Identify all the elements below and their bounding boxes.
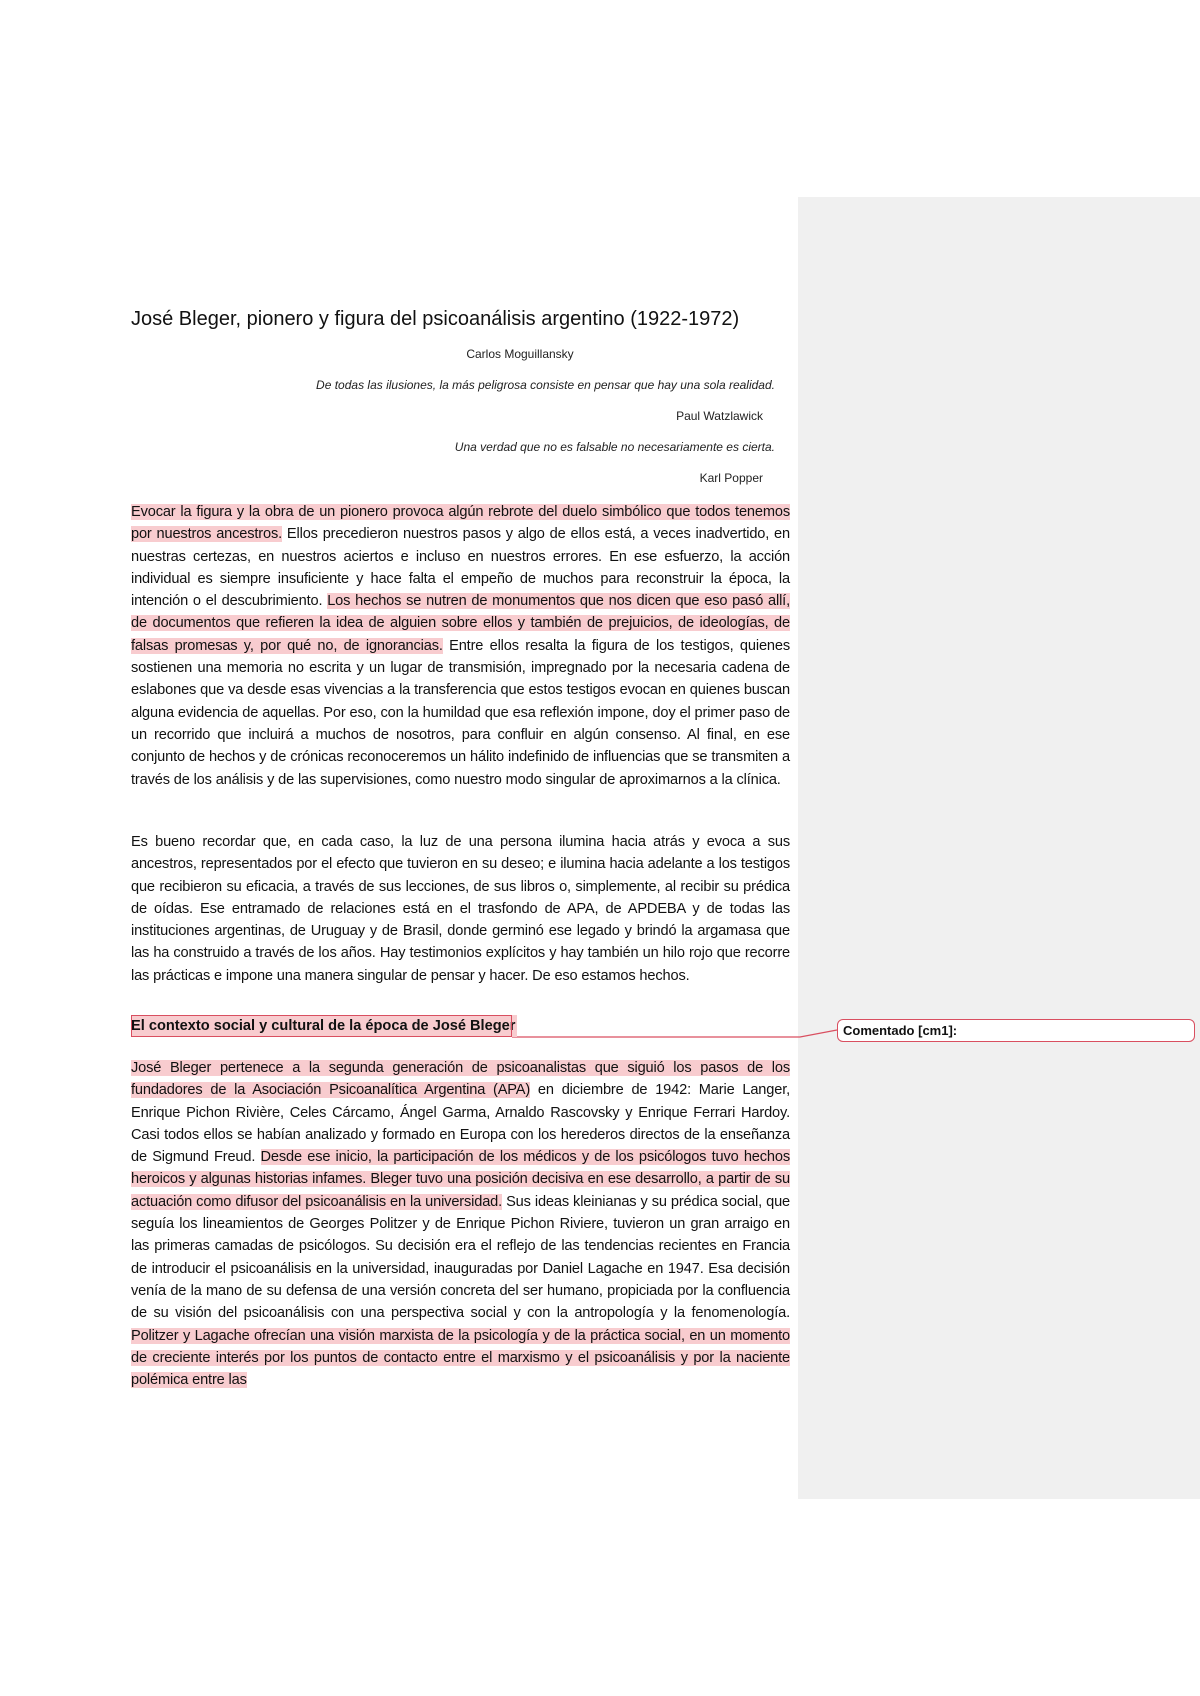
- comment-pane: [798, 197, 1200, 1499]
- tracked-change-highlight[interactable]: Evocar la figura y la obra de un pionero provoca algún rebrote del duelo simbólico que todos tenemos por nuestros ancestros.: [131, 504, 790, 543]
- paragraph-text: Entre ellos resalta la figura de los testigos, quienes sostienen una memoria no escrita y un lugar de transmisión, impregnado por la necesaria cadena de eslabones que va desde esas vivencias a la transferencia que estos testigos evocan en quienes buscan alguna evidencia de aquellas. Por eso, con la humildad que esa reflexión impone, doy el primer paso de un recorrido que incluirá a muchos de nosotros, para confluir en algún consenso. Al final, en ese conjunto de hechos y de crónicas reconoceremos un hálito indefinido de influencias que se transmiten a través de los análisis y de las supervisiones, como nuestro modo singular de aproximarnos a la clínica.: [131, 637, 790, 788]
- epigraph-author-1: Paul Watzlawick: [676, 409, 763, 423]
- comment-balloon[interactable]: [837, 1019, 1195, 1042]
- tracked-change-highlight[interactable]: Desde ese inicio, la participación de los médicos y de los psicólogos tuvo hechos heroicos y algunas historias infames. Bleger tuvo una posición decisiva en ese desarrollo, a partir de su actuación como difusor del psicoanálisis en la universidad.: [131, 1149, 790, 1210]
- comment-label: Comentado [cm1]:: [843, 1023, 958, 1038]
- document-title: José Bleger, pionero y figura del psicoanálisis argentino (1922-1972): [131, 308, 740, 330]
- tracked-change-highlight[interactable]: Politzer y Lagache ofrecían una visión marxista de la psicología y de la práctica social, en un momento de creciente interés por los puntos de contacto entre el marxismo y el psicoanálisis y por la naciente polémica entre las: [131, 1327, 790, 1389]
- paragraph-3: [131, 1057, 790, 1391]
- paragraph-1: [131, 501, 790, 791]
- epigraph-quote-1: De todas las ilusiones, la más peligrosa consiste en pensar que hay una sola realidad.: [316, 378, 775, 392]
- paragraph-text: Ellos precedieron nuestros pasos y algo de ellos está, a veces inadvertido, en nuestras certezas, en nuestros aciertos e incluso en nuestros errores. En ese esfuerzo, la acción individual es siempre insuficiente y hace falta el empeño de muchos para reconstruir la época, la intención o el descubrimiento.: [131, 526, 790, 610]
- paragraph-2: Es bueno recordar que, en cada caso, la luz de una persona ilumina hacia atrás y evoca a sus ancestros, representados por el efecto que tuvieron en su deseo; e ilumina hacia adelante a los testigos que recibieron su eficacia, a través de sus lecciones, de sus libros o, simplemente, al recibir su prédica de oídas. Ese entramado de relaciones está en el trasfondo de APA, de APDEBA y de todas las instituciones argentinas, de Uruguay y de Brasil, donde germinó ese legado y brindó la argamasa que las ha construido a través de los años. Hay testimonios explícitos y hay también un hilo rojo que recorre las prácticas e impone una manera singular de pensar y hacer. De eso estamos hechos.: [131, 834, 790, 984]
- epigraph-quote-2: Una verdad que no es falsable no necesariamente es cierta.: [454, 440, 775, 454]
- tracked-change-highlight[interactable]: José Bleger pertenece a la segunda generación de psicoanalistas que siguió los pasos de los fundadores de la Asociación Psicoanalítica Argentina (APA): [131, 1060, 790, 1099]
- tracked-change-highlight[interactable]: Los hechos se nutren de monumentos que nos dicen que eso pasó allí, de documentos que refieren la idea de alguien sobre ellos y también de prejuicios, de ideologías, de falsas promesas y, por qué no, de ignorancias.: [131, 593, 790, 654]
- epigraph-author-2: Karl Popper: [699, 471, 763, 485]
- section-heading[interactable]: El contexto social y cultural de la época de José Bleger: [131, 1015, 517, 1037]
- paragraph-text: Sus ideas kleinianas y su prédica social, que seguía los lineamientos de Georges Politzer y de Enrique Pichon Riviere, tuvieron un gran arraigo en las primeras camadas de psicólogos. Su decisión era el reflejo de las tendencias recientes en Francia de introducir el psicoanálisis en la universidad, inauguradas por Daniel Lagache en 1947. Esa decisión venía de la mano de su defensa de una versión concreta del ser humano, propiciada por la confluencia de su visión del psicoanálisis con una perspectiva social y con la antropología y la fenomenología.: [131, 1193, 791, 1322]
- paragraph-text: en diciembre de 1942: Marie Langer, Enrique Pichon Rivière, Celes Cárcamo, Ángel Garma, Arnaldo Rascovsky y Enrique Ferrari Hardoy. Casi todos ellos se habían analizado y formado en Europa con los herederos directos de la enseñanza de Sigmund Freud.: [131, 1082, 791, 1166]
- document-author: Carlos Moguillansky: [466, 347, 574, 361]
